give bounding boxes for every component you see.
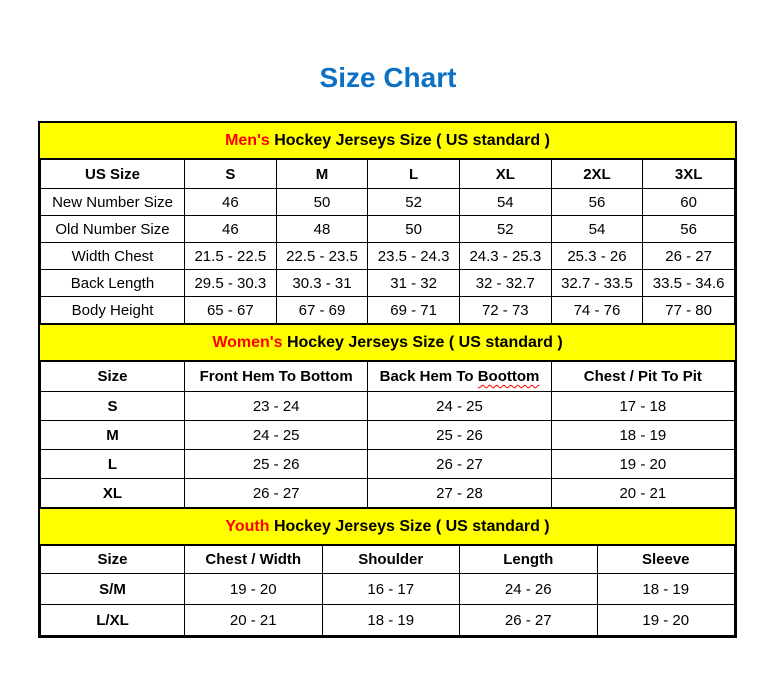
header-row — [41, 546, 735, 574]
page-title: Size Chart — [319, 62, 457, 93]
womens-size-table — [40, 361, 735, 508]
column-header-cell: US Size — [41, 160, 185, 189]
value-cell: 23 - 24 — [185, 392, 368, 421]
table-row — [41, 392, 735, 421]
header-row — [41, 160, 735, 189]
value-cell: 32.7 - 33.5 — [551, 270, 643, 297]
column-header-cell: 3XL — [643, 160, 735, 189]
value-cell: 46 — [185, 189, 277, 216]
value-cell: 46 — [185, 216, 277, 243]
value-cell: 56 — [643, 216, 735, 243]
column-header-cell: Size — [41, 546, 185, 574]
youth-size-table — [40, 545, 735, 636]
size-chart-tables — [38, 121, 737, 638]
column-header-cell: Shoulder — [322, 546, 460, 574]
value-cell: 33.5 - 34.6 — [643, 270, 735, 297]
value-cell: 20 - 21 — [551, 479, 734, 508]
column-header-cell — [368, 362, 551, 392]
row-label-cell: M — [41, 421, 185, 450]
column-header-cell: Size — [41, 362, 185, 392]
value-cell: 26 - 27 — [368, 450, 551, 479]
column-header-cell: S — [185, 160, 277, 189]
column-header-cell: XL — [459, 160, 551, 189]
value-cell: 29.5 - 30.3 — [185, 270, 277, 297]
youth-band-highlight: Youth — [225, 517, 270, 535]
value-cell: 54 — [551, 216, 643, 243]
mens-band-highlight: Men's — [225, 131, 270, 149]
value-cell: 31 - 32 — [368, 270, 460, 297]
value-cell: 24 - 25 — [368, 392, 551, 421]
value-cell: 18 - 19 — [597, 574, 735, 605]
value-cell: 18 - 19 — [322, 605, 460, 636]
value-cell: 69 - 71 — [368, 297, 460, 324]
value-cell: 52 — [459, 216, 551, 243]
row-label-cell: L — [41, 450, 185, 479]
value-cell: 19 - 20 — [597, 605, 735, 636]
table-row — [41, 605, 735, 636]
value-cell: 25 - 26 — [368, 421, 551, 450]
value-cell: 26 - 27 — [185, 479, 368, 508]
misspelled-word: Boottom — [477, 368, 540, 385]
column-header-cell: Chest / Pit To Pit — [551, 362, 734, 392]
youth-section-band — [40, 508, 735, 545]
value-cell: 60 — [643, 189, 735, 216]
column-header-cell: 2XL — [551, 160, 643, 189]
womens-band-rest: Hockey Jerseys Size ( US standard ) — [282, 333, 563, 351]
header-text: Back Hem To — [379, 368, 478, 385]
row-label-cell: Body Height — [41, 297, 185, 324]
value-cell: 52 — [368, 189, 460, 216]
table-row — [41, 243, 735, 270]
row-label-cell: Width Chest — [41, 243, 185, 270]
value-cell: 30.3 - 31 — [276, 270, 368, 297]
column-header-cell: Length — [460, 546, 598, 574]
table-row — [41, 479, 735, 508]
value-cell: 18 - 19 — [551, 421, 734, 450]
value-cell: 56 — [551, 189, 643, 216]
value-cell: 23.5 - 24.3 — [368, 243, 460, 270]
row-label-cell: XL — [41, 479, 185, 508]
value-cell: 26 - 27 — [460, 605, 598, 636]
value-cell: 16 - 17 — [322, 574, 460, 605]
youth-band-rest: Hockey Jerseys Size ( US standard ) — [269, 517, 550, 535]
value-cell: 24 - 26 — [460, 574, 598, 605]
value-cell: 50 — [368, 216, 460, 243]
value-cell: 19 - 20 — [551, 450, 734, 479]
row-label-cell: Old Number Size — [41, 216, 185, 243]
value-cell: 20 - 21 — [185, 605, 323, 636]
row-label-cell: S — [41, 392, 185, 421]
value-cell: 26 - 27 — [643, 243, 735, 270]
table-row — [41, 270, 735, 297]
column-header-cell: M — [276, 160, 368, 189]
value-cell: 19 - 20 — [185, 574, 323, 605]
mens-band-rest: Hockey Jerseys Size ( US standard ) — [269, 131, 550, 149]
value-cell: 72 - 73 — [459, 297, 551, 324]
mens-size-table — [40, 159, 735, 324]
value-cell: 24.3 - 25.3 — [459, 243, 551, 270]
mens-section-band — [40, 123, 735, 159]
value-cell: 54 — [459, 189, 551, 216]
table-row — [41, 216, 735, 243]
column-header-cell: L — [368, 160, 460, 189]
column-header-cell: Front Hem To Bottom — [185, 362, 368, 392]
womens-band-highlight: Women's — [212, 333, 283, 351]
value-cell: 50 — [276, 189, 368, 216]
value-cell: 25 - 26 — [185, 450, 368, 479]
value-cell: 65 - 67 — [185, 297, 277, 324]
value-cell: 25.3 - 26 — [551, 243, 643, 270]
row-label-cell: New Number Size — [41, 189, 185, 216]
header-row — [41, 362, 735, 392]
value-cell: 77 - 80 — [643, 297, 735, 324]
value-cell: 17 - 18 — [551, 392, 734, 421]
table-row — [41, 297, 735, 324]
column-header-cell: Sleeve — [597, 546, 735, 574]
value-cell: 21.5 - 22.5 — [185, 243, 277, 270]
value-cell: 22.5 - 23.5 — [276, 243, 368, 270]
table-row — [41, 421, 735, 450]
value-cell: 67 - 69 — [276, 297, 368, 324]
size-chart-page — [0, 62, 776, 638]
value-cell: 24 - 25 — [185, 421, 368, 450]
table-row — [41, 574, 735, 605]
row-label-cell: S/M — [41, 574, 185, 605]
value-cell: 32 - 32.7 — [459, 270, 551, 297]
table-row — [41, 450, 735, 479]
value-cell: 74 - 76 — [551, 297, 643, 324]
row-label-cell: Back Length — [41, 270, 185, 297]
value-cell: 48 — [276, 216, 368, 243]
row-label-cell: L/XL — [41, 605, 185, 636]
table-row — [41, 189, 735, 216]
value-cell: 27 - 28 — [368, 479, 551, 508]
womens-section-band — [40, 324, 735, 361]
column-header-cell: Chest / Width — [185, 546, 323, 574]
